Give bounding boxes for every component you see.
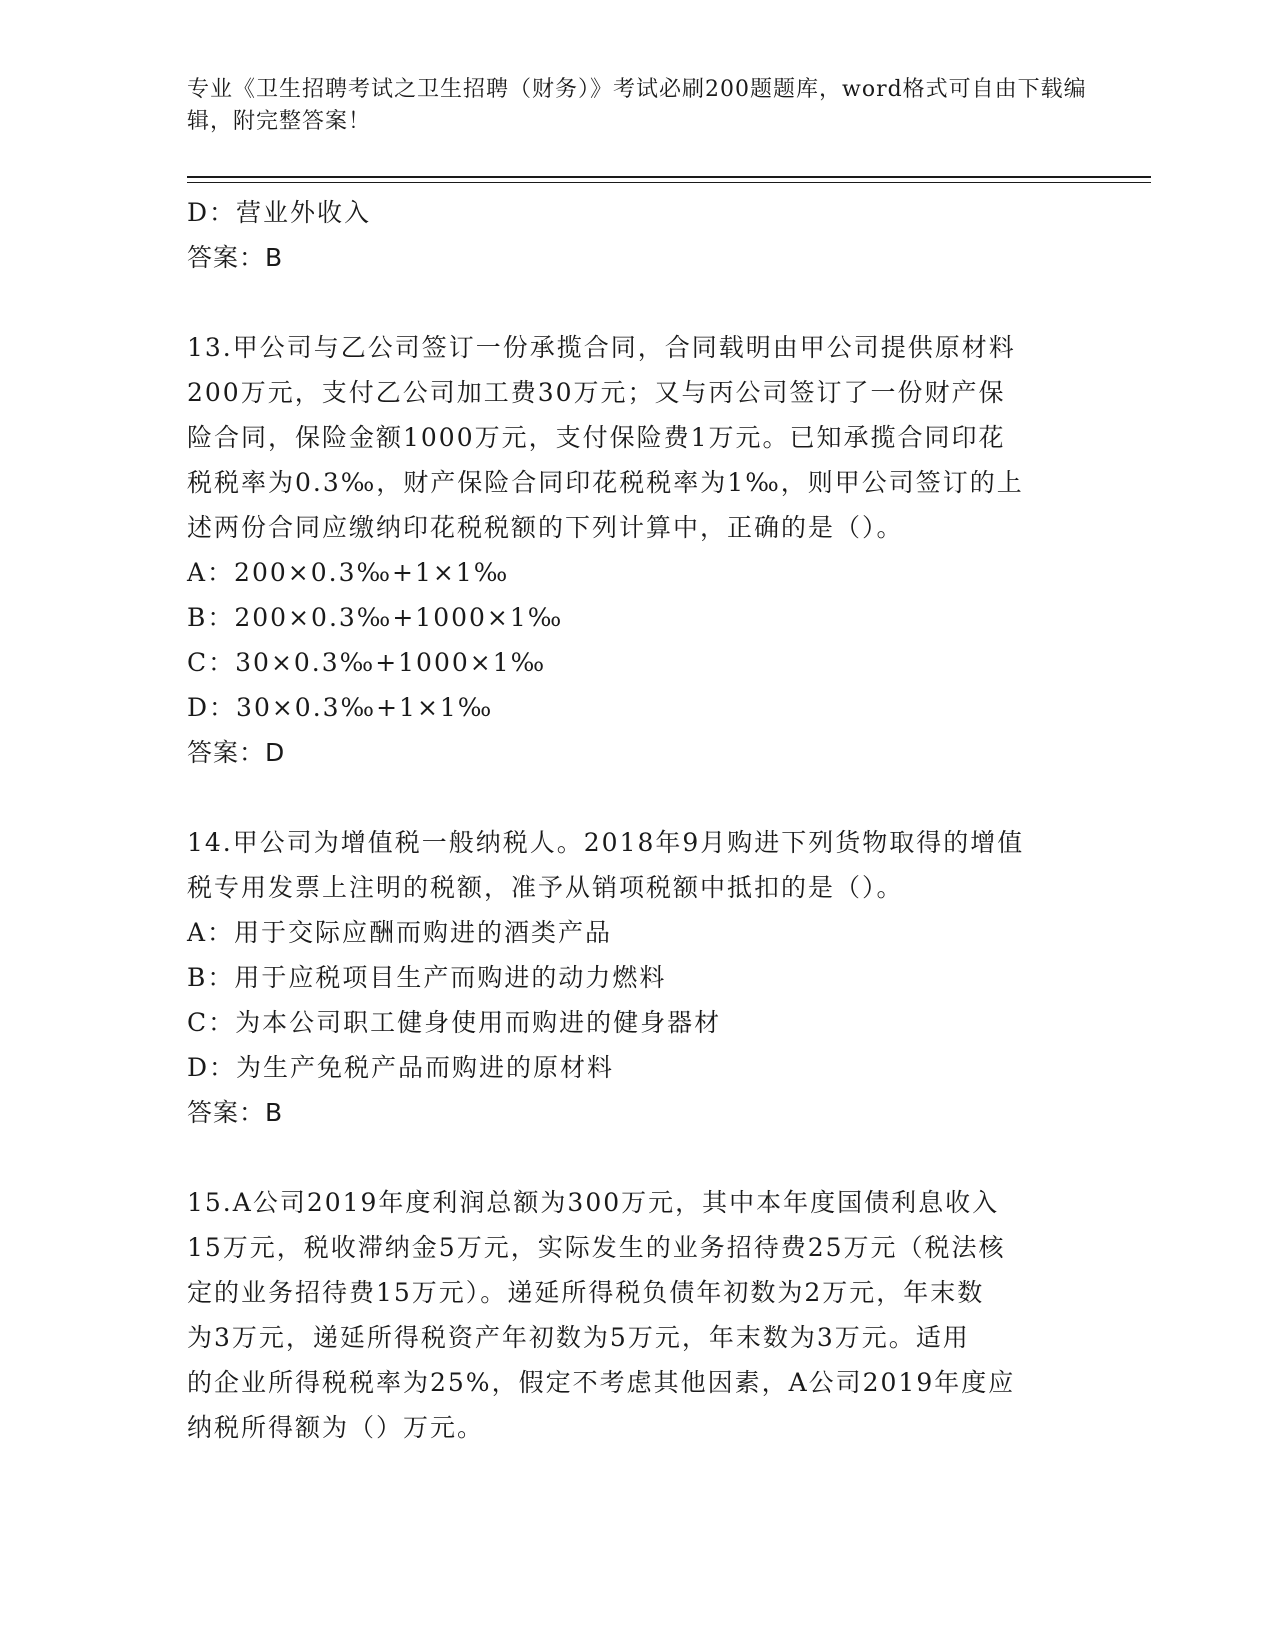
option-c: C：30×0.3‰+1000×1‰ [187, 648, 547, 677]
document-header: 专业《卫生招聘考试之卫生招聘（财务）》考试必刷200题题库，word格式可自由下载编辑，附完整答案！ [187, 77, 1087, 134]
option-a: A：用于交际应酬而购进的酒类产品 [187, 918, 613, 947]
header-rule-thin [187, 182, 1151, 183]
answer-line: 答案：B [187, 243, 284, 272]
option-b: B：用于应税项目生产而购进的动力燃料 [187, 963, 667, 992]
question-15 [187, 1180, 1087, 1450]
spacer [187, 775, 1087, 820]
option-d: D：为生产免税产品而购进的原材料 [187, 1053, 615, 1082]
option-b: B：200×0.3‰+1000×1‰ [187, 603, 564, 632]
page-content [187, 190, 1087, 1450]
question-text-line: 险合同，保险金额1000万元，支付保险费1万元。已知承揽合同印花 [187, 423, 1006, 452]
question-text-line: 为3万元，递延所得税资产年初数为5万元，年末数为3万元。适用 [187, 1323, 970, 1352]
question-text-line: 税税率为0.3‰，财产保险合同印花税税率为1‰，则甲公司签订的上 [187, 468, 1024, 497]
question-text-line: 14.甲公司为增值税一般纳税人。2018年9月购进下列货物取得的增值 [187, 828, 1025, 857]
question-text-line: 15.A公司2019年度利润总额为300万元，其中本年度国债利息收入 [187, 1188, 1000, 1217]
spacer [187, 280, 1087, 325]
question-text-line: 纳税所得额为（）万元。 [187, 1413, 485, 1442]
option-d: D：30×0.3‰+1×1‰ [187, 693, 494, 722]
header-rule-thick [187, 176, 1151, 178]
answer-line: 答案：D [187, 738, 286, 767]
question-text-line: 15万元，税收滞纳金5万元，实际发生的业务招待费25万元（税法核 [187, 1233, 1006, 1262]
question-text-line: 述两份合同应缴纳印花税税额的下列计算中，正确的是（）。 [187, 513, 904, 542]
answer-line: 答案：B [187, 1098, 284, 1127]
question-text-line: 200万元，支付乙公司加工费30万元；又与丙公司签订了一份财产保 [187, 378, 1006, 407]
option-a: A：200×0.3‰+1×1‰ [187, 558, 510, 587]
question-13 [187, 325, 1087, 775]
question-text-line: 13.甲公司与乙公司签订一份承揽合同，合同载明由甲公司提供原材料 [187, 333, 1016, 362]
question-text-line: 定的业务招待费15万元）。递延所得税负债年初数为2万元，年末数 [187, 1278, 985, 1307]
question-14 [187, 820, 1087, 1135]
option-c: C：为本公司职工健身使用而购进的健身器材 [187, 1008, 722, 1037]
spacer [187, 1135, 1087, 1180]
option-d: D：营业外收入 [187, 198, 372, 227]
question-text-line: 税专用发票上注明的税额，准予从销项税额中抵扣的是（）。 [187, 873, 904, 902]
question-text-line: 的企业所得税税率为25%，假定不考虑其他因素，A公司2019年度应 [187, 1368, 1016, 1397]
